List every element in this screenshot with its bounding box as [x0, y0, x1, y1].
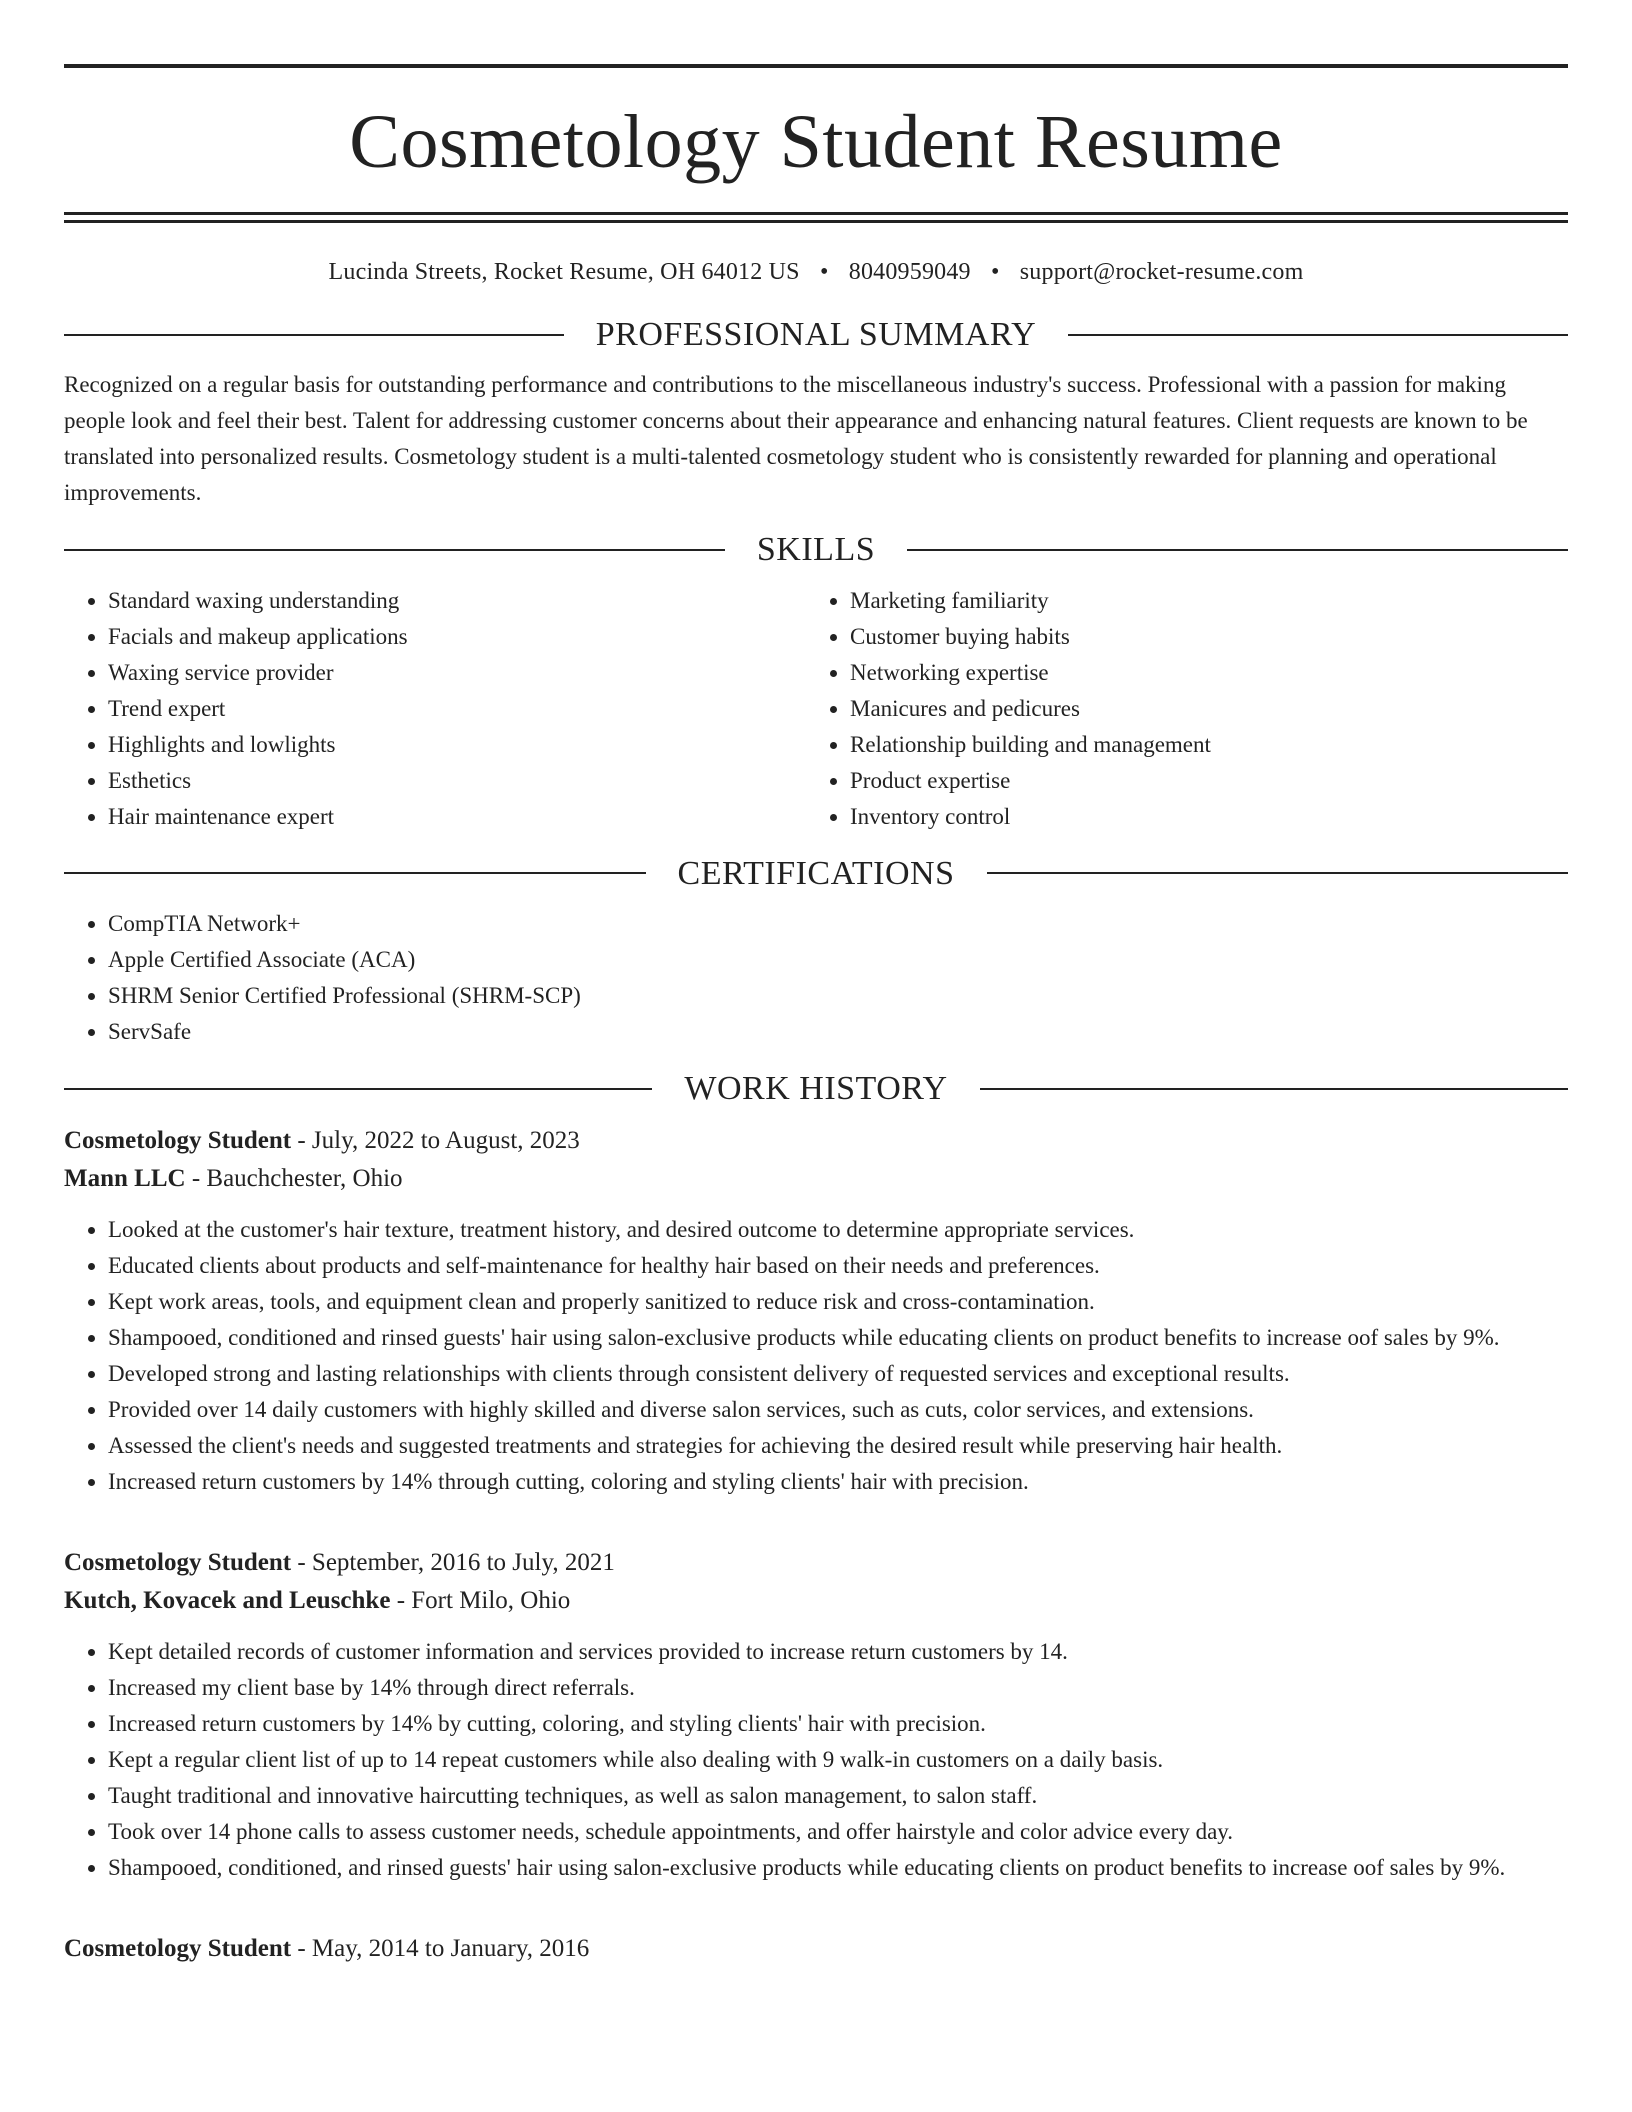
- contact-address: Lucinda Streets, Rocket Resume, OH 64012 US: [328, 259, 800, 285]
- job-bullet: • Kept work areas, tools, and equipment clean and properly sanitized to reduce risk and cross-contamination.: [108, 1284, 1568, 1320]
- section-heading-skills: [64, 531, 1568, 568]
- section-title: PROFESSIONAL SUMMARY: [595, 316, 1037, 353]
- skill-item: • Networking expertise: [850, 655, 1548, 691]
- heading-rule: [987, 872, 1569, 874]
- heading-rule: [907, 549, 1568, 551]
- job-bullet: • Kept detailed records of customer information and services provided to increase return customers by 14.: [108, 1634, 1568, 1670]
- section-heading-work-history: [64, 1070, 1568, 1107]
- skill-item: • Facials and makeup applications: [108, 619, 806, 655]
- job-company: Mann LLC: [64, 1164, 186, 1192]
- skill-item: • Trend expert: [108, 691, 806, 727]
- heading-rule: [64, 872, 646, 874]
- job-bullet: • Educated clients about products and self-maintenance for healthy hair based on their needs and preferences.: [108, 1248, 1568, 1284]
- job-bullets: [64, 1634, 1568, 1886]
- job-title: Cosmetology Student: [64, 1126, 292, 1154]
- job-bullet: • Taught traditional and innovative haircutting techniques, as well as salon management, to salon staff.: [108, 1778, 1568, 1814]
- job-bullet: • Increased my client base by 14% through direct referrals.: [108, 1670, 1568, 1706]
- job-bullet: • Kept a regular client list of up to 14 repeat customers while also dealing with 9 walk-in customers on a daily basis.: [108, 1742, 1568, 1778]
- contact-separator: •: [990, 259, 1000, 285]
- skill-item: • Product expertise: [850, 763, 1548, 799]
- job-bullet: • Developed strong and lasting relationships with clients through consistent delivery of requested services and exceptional results.: [108, 1356, 1568, 1392]
- skill-item: • Standard waxing understanding: [108, 583, 806, 619]
- skills-list-right: [806, 583, 1548, 835]
- job-title-line: [64, 1930, 1568, 1968]
- section-title: CERTIFICATIONS: [677, 854, 955, 892]
- contact-phone: 8040959049: [848, 259, 971, 285]
- job-bullet: • Assessed the client's needs and suggested treatments and strategies for achieving the desired result while preserving hair health.: [108, 1428, 1568, 1464]
- section-title: WORK HISTORY: [684, 1070, 948, 1108]
- heading-rule: [64, 549, 725, 551]
- skill-item: • Waxing service provider: [108, 655, 806, 691]
- page-title: Cosmetology Student Resume: [349, 100, 1283, 184]
- skill-item: • Customer buying habits: [850, 619, 1548, 655]
- skill-item: • Marketing familiarity: [850, 583, 1548, 619]
- heading-rule: [1068, 334, 1568, 336]
- job-bullet: • Took over 14 phone calls to assess customer needs, schedule appointments, and offer hairstyle and color advice every day.: [108, 1814, 1568, 1850]
- job-bullet: • Looked at the customer's hair texture, treatment history, and desired outcome to determine appropriate services.: [108, 1212, 1568, 1248]
- job-title-line: [64, 1122, 1568, 1160]
- skills-columns: [64, 583, 1568, 835]
- heading-rule: [980, 1088, 1568, 1090]
- job-title: Cosmetology Student: [64, 1934, 292, 1962]
- job-dates: - July, 2022 to August, 2023: [291, 1126, 580, 1154]
- certifications-list: [64, 906, 1568, 1050]
- job-title-line: [64, 1544, 1568, 1582]
- job-dates: - September, 2016 to July, 2021: [291, 1548, 615, 1576]
- resume-page: [64, 64, 1568, 1968]
- certification-item: • ServSafe: [108, 1014, 1568, 1050]
- heading-rule: [64, 1088, 652, 1090]
- job-company-line: [64, 1160, 1568, 1198]
- job-bullet: • Increased return customers by 14% by cutting, coloring, and styling clients' hair with precision.: [108, 1706, 1568, 1742]
- job-location: - Fort Milo, Ohio: [390, 1586, 571, 1614]
- contact-line: [64, 259, 1568, 286]
- contact-separator: •: [819, 259, 829, 285]
- skill-item: • Relationship building and management: [850, 727, 1548, 763]
- job-bullet: • Shampooed, conditioned and rinsed guests' hair using salon-exclusive products while educating clients on product benefits to increase oof sales by 9%.: [108, 1320, 1568, 1356]
- job-bullet: • Provided over 14 daily customers with highly skilled and diverse salon services, such as cuts, color services, and extensions.: [108, 1392, 1568, 1428]
- heading-rule: [64, 334, 564, 336]
- job-entry: [64, 1122, 1568, 1500]
- job-company-line: [64, 1582, 1568, 1620]
- top-rule: [64, 64, 1568, 68]
- job-entry: [64, 1544, 1568, 1886]
- section-heading-summary: [64, 316, 1568, 353]
- certification-item: • Apple Certified Associate (ACA): [108, 942, 1568, 978]
- job-bullets: [64, 1212, 1568, 1500]
- contact-email: support@rocket-resume.com: [1019, 259, 1304, 285]
- job-location: - Bauchchester, Ohio: [185, 1164, 403, 1192]
- section-heading-certifications: [64, 855, 1568, 892]
- job-bullet: • Increased return customers by 14% through cutting, coloring and styling clients' hair with precision.: [108, 1464, 1568, 1500]
- job-bullet: • Shampooed, conditioned, and rinsed guests' hair using salon-exclusive products while educating clients on product benefits to increase oof sales by 9%.: [108, 1850, 1568, 1886]
- job-entry: [64, 1930, 1568, 1968]
- skill-item: • Hair maintenance expert: [108, 799, 806, 835]
- section-title: SKILLS: [756, 531, 876, 569]
- job-title: Cosmetology Student: [64, 1548, 292, 1576]
- skill-item: • Inventory control: [850, 799, 1548, 835]
- skills-list-left: [64, 583, 806, 835]
- skill-item: • Manicures and pedicures: [850, 691, 1548, 727]
- job-company: Kutch, Kovacek and Leuschke: [64, 1586, 391, 1614]
- skill-item: • Highlights and lowlights: [108, 727, 806, 763]
- job-dates: - May, 2014 to January, 2016: [291, 1934, 590, 1962]
- certification-item: • CompTIA Network+: [108, 906, 1568, 942]
- title-double-rule: [64, 212, 1568, 223]
- skill-item: • Esthetics: [108, 763, 806, 799]
- certification-item: • SHRM Senior Certified Professional (SHRM-SCP): [108, 978, 1568, 1014]
- summary-text: Recognized on a regular basis for outstanding performance and contributions to the miscellaneous industry's success. Professional with a passion for making people look and feel their best. Talent for addressing customer concerns about their appearance and enhancing natural features. Client requests are known to be translated into personalized results. Cosmetology student is a multi-talented cosmetology student who is consistently rewarded for planning and operational improvements.: [64, 372, 1528, 506]
